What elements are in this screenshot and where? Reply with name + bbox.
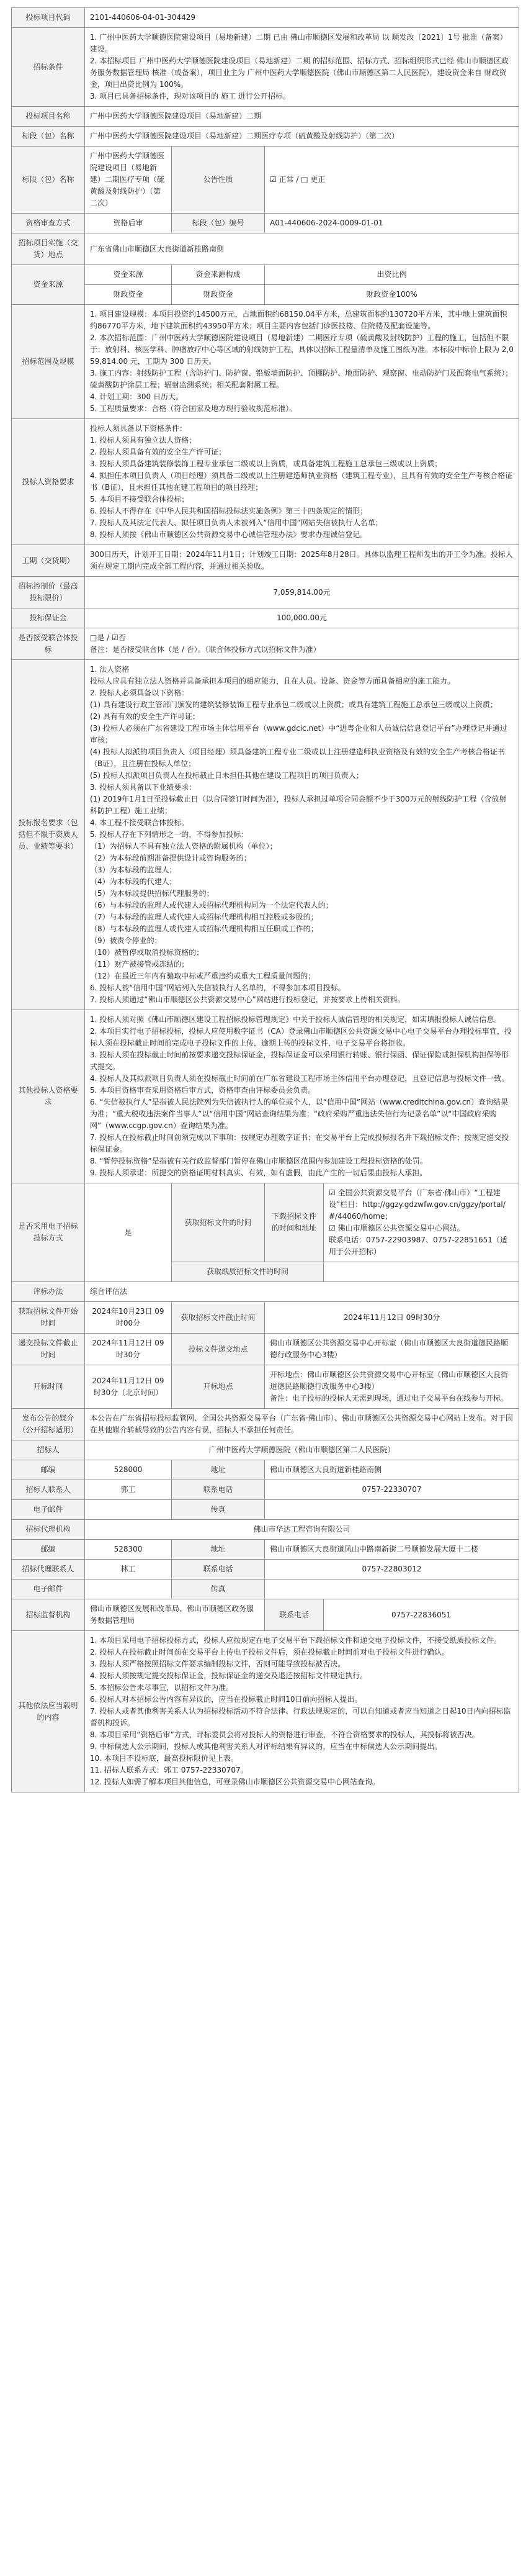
fund-cell: 财政资金 [172, 285, 265, 305]
fund-cell: 财政资金 [85, 285, 172, 305]
table-row [12, 1579, 519, 1599]
scope-value: 1. 项目建设规模：本项目投资约14500万元，占地面积约68150.04平方米，总建筑面积约130720平方米，其中地上建筑面积约86770平方米，地下建筑面积约43950平方米；项目主要内容包括门诊医技楼、住院楼及配套设施等。 2. 本次招标范围：广州中医药大学顺德医院建设项目（易地新建）二期医疗专项（硫黄酸及射线防护）工程的施工，包括但不限于：放射科、核医学科、肿瘤放疗中心等区域的射线防护工程，具体以招标工程量清单及施工图纸为准。本标段中标价上限为 2,059,814.00 元，工期为 300 日历天。 3. 施工内容：射线防护工程（含防护门、防护窗、铅板墙面防护、顶棚防护、地面防护、观察窗、电动防护门及配套电气系统）；硫黄酸防护涂层工程；辐射监测系统；相关配套附属工程。 4. 计划工期：300 日历天。 5. 工程质量要求：合格（符合国家及地方现行验收规范标准）。 [85, 305, 519, 419]
row-label: 获取纸质招标文件的时间 [172, 1262, 324, 1282]
table-row [12, 8, 519, 28]
tenderer-email-value [85, 1500, 172, 1520]
supervisor-value: 佛山市顺德区发展和改革局、佛山市顺德区政务服务数据管理局 [85, 1599, 265, 1631]
tenderer-fax-value [265, 1500, 519, 1520]
table-row [12, 233, 519, 265]
row-label: 评标办法 [12, 1282, 85, 1302]
row-label: 资金来源 [12, 265, 85, 305]
publish-media-value: 本公告在广东省招标投标监管网、全国公共资源交易平台（广东省·佛山市）、佛山市顺德区公共资源交易中心网站上发布。对于因在其他媒介转载导致的公告内容有误，招标人不承担任何责任。 [85, 1409, 519, 1440]
section-name-cell: 广州中医药大学顺德医院建设项目（易地新建）二期医疗专项（硫黄酸及射线防护）（第二次） [85, 147, 172, 214]
table-row [12, 1560, 519, 1579]
section-name-value: 广州中医药大学顺德医院建设项目（易地新建）二期医疗专项（硫黄酸及射线防护）（第二次） [85, 127, 519, 147]
row-label: 投标文件递交地点 [172, 1334, 265, 1365]
tenderer-address-value: 佛山市顺德区大良街道新桂路南侧 [265, 1460, 519, 1480]
tender-announcement-page [0, 7, 531, 2576]
row-label: 联系电话 [172, 1560, 265, 1579]
table-row [12, 1520, 519, 1540]
fund-header: 资金来源构成 [172, 265, 265, 285]
row-label: 投标保证金 [12, 608, 85, 628]
row-label: 获取招标文件的时间 [172, 1183, 265, 1262]
row-label: 联系电话 [265, 1599, 324, 1631]
tenderer-phone-value: 0757-22330707 [265, 1480, 519, 1500]
fund-header: 资金来源 [85, 265, 172, 285]
table-row [12, 1480, 519, 1500]
table-row [12, 127, 519, 147]
table-row [12, 545, 519, 577]
row-label: 其他依法应当载明的内容 [12, 1631, 85, 1792]
row-label: 投标项目名称 [12, 107, 85, 127]
agency-address-value: 佛山市顺德区大良街道凤山中路南新街二号顺德发展大厦十二楼 [265, 1540, 519, 1560]
table-row [12, 1409, 519, 1440]
announcement-nature-value: ☑ 正常 / □ 更正 [265, 147, 519, 214]
tenderer-zip-value: 528000 [85, 1460, 172, 1480]
row-label: 标段（包）编号 [172, 214, 265, 233]
row-label: 获取招标文件截止时间 [172, 1302, 265, 1334]
row-label: 招标范围及规模 [12, 305, 85, 419]
row-label: 传真 [172, 1579, 265, 1599]
tender-info-table [11, 7, 519, 1792]
tenderer-contact-value: 郭工 [85, 1480, 172, 1500]
table-row [12, 1334, 519, 1365]
row-label: 获取招标文件开始时间 [12, 1302, 85, 1334]
row-label: 标段（包）名称 [12, 127, 85, 147]
agency-zip-value: 528300 [85, 1540, 172, 1560]
row-label: 招标人 [12, 1440, 85, 1460]
row-label: 招标监督机构 [12, 1599, 85, 1631]
table-row [12, 1500, 519, 1520]
row-label: 地址 [172, 1460, 265, 1480]
download-location-value: ☑ 全国公共资源交易平台（广东省·佛山市）“工程建设”栏目：http://ggzy.gdzwfw.gov.cn/ggzy/portal/#/44060/home； ☑ 佛山市顺德区公共资源交易中心网站。 联系电话：0757-22903987、0757-22851651（适用于公开招标） [324, 1183, 519, 1262]
tenderer-value: 广州中医药大学顺德医院（佛山市顺德区第二人民医院） [85, 1440, 519, 1460]
open-time-value: 2024年11月12日 09时30分（北京时间） [85, 1365, 172, 1409]
row-label: 是否接受联合体投标 [12, 628, 85, 660]
fund-header: 出资比例 [265, 265, 519, 285]
table-row [12, 1631, 519, 1792]
table-row [12, 1460, 519, 1480]
notes-value: 1. 本项目采用电子招标投标方式，投标人应按规定在电子交易平台下载招标文件和递交电子投标文件，不接受纸质投标文件。 2. 投标人在投标截止时间前在交易平台上传电子投标文件后，须在投标截止时间前对电子投标文件进行确认。 3. 投标人须严格按照招标文件要求编制投标文件，否则可能导致投标被否决。 4. 投标人须按规定提交投标保证金，投标保证金的递交及退还按招标文件规定执行。 5. 本招标公告未尽事宜，以招标文件为准。 6. 投标人对本招标公告内容有异议的，应当在投标截止时间10日前向招标人提出。 7. 投标人或者其他利害关系人认为招标投标活动不符合法律、行政法规规定的，可以自知道或者应当知道之日起10日内向招标监督机构投诉。 8. 本项目采用“资格后审”方式，评标委员会将对投标人的资格进行审查，不符合资格要求的投标人，其投标将被否决。 9. 中标候选人公示期间，投标人或其他利害关系人对评标结果有异议的，应当在中标候选人公示期间提出。 10. 本项目不设标底，最高投标限价见上表。 11. 招标人联系方式：郭工 0757-22330707。 12. 投标人如需了解本项目其他信息，可登录佛山市顺德区公共资源交易中心网站查询。 [85, 1631, 519, 1792]
table-row [12, 285, 519, 305]
row-label: 开标地点 [172, 1365, 265, 1409]
row-label: 联系电话 [172, 1480, 265, 1500]
table-row [12, 265, 519, 285]
table-row [12, 628, 519, 660]
max-price-value: 7,059,814.00元 [85, 577, 519, 608]
row-label: 招标代理机构 [12, 1520, 85, 1540]
row-label: 电子邮件 [12, 1579, 85, 1599]
agency-fax-value [265, 1579, 519, 1599]
doc-start-time-value: 2024年10月23日 09时00分 [85, 1302, 172, 1334]
duration-value: 300日历天，计划开工日期：2024年11月1日；计划竣工日期：2025年8月28日。具体以监理工程师发出的开工令为准。投标人须在规定工期内完成全部工程内容，并通过相关验收。 [85, 545, 519, 577]
table-row [12, 1440, 519, 1460]
credit-requirements-value: 1. 法人资格 投标人应具有独立法人资格并具备承担本项目的相应能力，且在人员、设备、资金等方面具备相应的施工能力。 2. 投标人必须具备以下资格： (1) 具有建设行政主管部门颁发的建筑装修装饰工程专业承包二级或以上资质；或具有建筑工程施工总承包三级或以上资质； (2) 具有有效的安全生产许可证； (3) 投标人必须在广东省建设工程市场主体信用平台（www.gdcic.net）中“进粤企业和人员诚信信息登记平台”办理登记并通过审核； (4) 投标人拟派的项目负责人（项目经理）须具备建筑工程专业二级或以上注册建造师执业资格及有效的安全生产考核合格证书（B证），且注册在投标人单位； (5) 投标人拟派项目负责人在投标截止日未担任其他在建设工程项目的项目负责人； 3. 投标人须具备以下业绩要求： (1) 2019年1月1日至投标截止日（以合同签订时间为准），投标人承担过单项合同金额不少于300万元的射线防护工程（含放射科防护工程）施工业绩； 4. 本工程不接受联合体投标。 5. 投标人存在下列情形之一的，不得参加投标： （1）为招标人不具有独立法人资格的附属机构（单位）； （2）为本标段前期准备提供设计或咨询服务的； （3）为本标段的监理人； （4）为本标段的代建人； （5）为本标段提供招标代理服务的； （6）与本标段的监理人或代建人或招标代理机构同为一个法定代表人的； （7）与本标段的监理人或代建人或招标代理机构相互控股或参股的； （8）与本标段的监理人或代建人或招标代理机构相互任职或工作的； （9）被责令停业的； （10）被暂停或取消投标资格的； （11）财产被接管或冻结的； （12）在最近三年内有骗取中标或严重违约或重大工程质量问题的； 6. 投标人被“信用中国”网站列入失信被执行人名单的，不得参加本项目投标。 7. 投标人须通过“佛山市顺德区公共资源交易中心”网站进行投标登记，并按要求上传相关资料。 [85, 660, 519, 1010]
table-row [12, 147, 519, 214]
table-row [12, 1302, 519, 1334]
supervisor-phone-value: 0757-22836051 [324, 1599, 519, 1631]
paper-doc-time-value [324, 1262, 519, 1282]
table-row [12, 1540, 519, 1560]
table-row [12, 608, 519, 628]
review-method-value: 资格后审 [85, 214, 172, 233]
agency-email-value [85, 1579, 172, 1599]
row-label: 招标代理联系人 [12, 1560, 85, 1579]
table-row [12, 660, 519, 1010]
project-name-value: 广州中医药大学顺德医院建设项目（易地新建）二期 [85, 107, 519, 127]
table-row [12, 1010, 519, 1183]
submit-location-value: 佛山市顺德区公共资源交易中心开标室（佛山市顺德区大良街道德民路顺德行政服务中心3楼） [265, 1334, 519, 1365]
fund-cell: 财政资金100% [265, 285, 519, 305]
row-label: 下载招标文件的时间和地址 [265, 1183, 324, 1262]
table-row [12, 1365, 519, 1409]
agency-value: 佛山市华达工程咨询有限公司 [85, 1520, 519, 1540]
row-label: 递交投标文件截止时间 [12, 1334, 85, 1365]
row-label: 招标条件 [12, 28, 85, 107]
location-value: 广东省佛山市顺德区大良街道新桂路南侧 [85, 233, 519, 265]
row-label: 招标人联系人 [12, 1480, 85, 1500]
row-label: 投标人资格要求 [12, 419, 85, 545]
row-label: 资格审查方式 [12, 214, 85, 233]
project-code-value: 2101-440606-04-01-304429 [85, 8, 519, 28]
row-label: 邮编 [12, 1540, 85, 1560]
open-location-value: 开标地点：佛山市顺德区公共资源交易中心开标室（佛山市顺德区大良街道德民路顺德行政服务中心3楼） 备注：电子投标的投标人无需到现场，通过电子交易平台在线参与开标。 [265, 1365, 519, 1409]
row-label: 招标项目实施（交货）地点 [12, 233, 85, 265]
table-row [12, 107, 519, 127]
other-requirements-value: 1. 投标人须对照《佛山市顺德区建设工程招标投标管理规定》中关于投标人诚信管理的相关规定，如实填报投标人诚信信息。 2. 本项目实行电子招标投标，投标人应使用数字证书（CA）登录佛山市顺德区公共资源交易中心电子交易平台办理投标事宜，投标人须在投标截止时间前完成电子投标文件的上传，逾期上传的投标文件，电子交易平台将拒收。 3. 投标人须在投标截止时间前按要求递交投标保证金，投标保证金可以采用银行转账、银行保函、保证保险或担保机构担保等形式提交。 4. 投标人及其拟派项目负责人须在投标截止时间前在广东省建设工程市场主体信用平台办理登记，且登记信息与投标文件一致。 5. 本项目资格审查采用资格后审方式，资格审查由评标委员会负责。 6. “失信被执行人”是指被人民法院列为失信被执行人的单位或个人，以“信用中国”网站（www.creditchina.gov.cn）查询结果为准；“重大税收违法案件当事人”以“信用中国”网站查询结果为准；“政府采购严重违法失信行为记录名单”以“中国政府采购网”（www.ccgp.gov.cn）查询结果为准。 7. 投标人在投标截止时间前须完成以下事项：按规定办理数字证书；在交易平台上完成投标报名并下载招标文件；按规定递交投标保证金。 8. “暂停投标资格”是指被有关行政监督部门暂停在佛山市顺德区范围内参加建设工程投标资格的处罚。 9. 投标人须承诺：所提交的资格证明材料真实、有效，如有虚假，由此产生的一切后果由投标人承担。 [85, 1010, 519, 1183]
agency-phone-value: 0757-22803012 [265, 1560, 519, 1579]
row-label: 传真 [172, 1500, 265, 1520]
section-code-value: A01-440606-2024-0009-01-01 [265, 214, 519, 233]
table-row [12, 1183, 519, 1262]
row-label: 投标项目代码 [12, 8, 85, 28]
row-label: 邮编 [12, 1460, 85, 1480]
row-label: 发布公告的媒介（公开招标适用） [12, 1409, 85, 1440]
table-row [12, 305, 519, 419]
row-label: 公告性质 [172, 147, 265, 214]
submit-time-value: 2024年11月12日 09时30分 [85, 1334, 172, 1365]
table-row [12, 28, 519, 107]
row-label: 开标时间 [12, 1365, 85, 1409]
doc-end-time-value: 2024年11月12日 09时30分 [265, 1302, 519, 1334]
table-row [12, 1282, 519, 1302]
table-row [12, 214, 519, 233]
table-row [12, 577, 519, 608]
tender-conditions-value: 1. 广州中医药大学顺德医院建设项目（易地新建）二期 已由 佛山市顺德区发展和改革局 以 顺发改〔2021〕1号 批准（备案）建设。 2. 本招标项目 广州中医药大学顺德医院建设项目（易地新建）二期 的招标范围、招标方式、招标组织形式已经 佛山市顺德区政务服务数据管理局 核准（或备案），项目业主为 广州中医药大学顺德医院（佛山市顺德区第二人民医院），建设资金来自 财政资金，项目出资比例为 100%。 3. 项目已具备招标条件，现对该项目的 施工 进行公开招标。 [85, 28, 519, 107]
row-label: 投标报名要求（包括但不限于资质人员、业绩等要求） [12, 660, 85, 1010]
bid-qualification-value: 投标人须具备以下资格条件： 1. 投标人须具有独立法人资格； 2. 投标人须具备有效的安全生产许可证； 3. 投标人须具备建筑装修装饰工程专业承包二级或以上资质，或具备建筑工程施工总承包三级或以上资质； 4. 拟担任本项目负责人（项目经理）须具备二级或以上注册建造师执业资格（建筑工程专业），且具有有效的安全生产考核合格证书（B证），且未担任其他在建工程项目的项目经理； 5. 本项目不接受联合体投标； 6. 投标人不得存在《中华人民共和国招标投标法实施条例》第三十四条规定的情形； 7. 投标人及其法定代表人、拟任项目负责人未被列入“信用中国”网站失信被执行人名单； 8. 投标人须按《佛山市顺德区公共资源交易中心诚信管理办法》要求办理诚信登记。 [85, 419, 519, 545]
review-method-value: 综合评估法 [85, 1282, 519, 1302]
table-row [12, 419, 519, 545]
electronic-bid-value: 是 [85, 1183, 172, 1282]
row-label: 标段（包）名称 [12, 147, 85, 214]
row-label: 工期（交货期） [12, 545, 85, 577]
row-label: 电子邮件 [12, 1500, 85, 1520]
bid-bond-value: 100,000.00元 [85, 608, 519, 628]
row-label: 是否采用电子招标投标方式 [12, 1183, 85, 1282]
row-label: 招标控制价（最高投标限价） [12, 577, 85, 608]
table-row [12, 1599, 519, 1631]
row-label: 地址 [172, 1540, 265, 1560]
agency-contact-value: 林工 [85, 1560, 172, 1579]
row-label: 其他投标人资格要求 [12, 1010, 85, 1183]
joint-bid-value: □是 / ☑否 备注：是否接受联合体（是 / 否）。（联合体投标方式以招标文件为准） [85, 628, 519, 660]
